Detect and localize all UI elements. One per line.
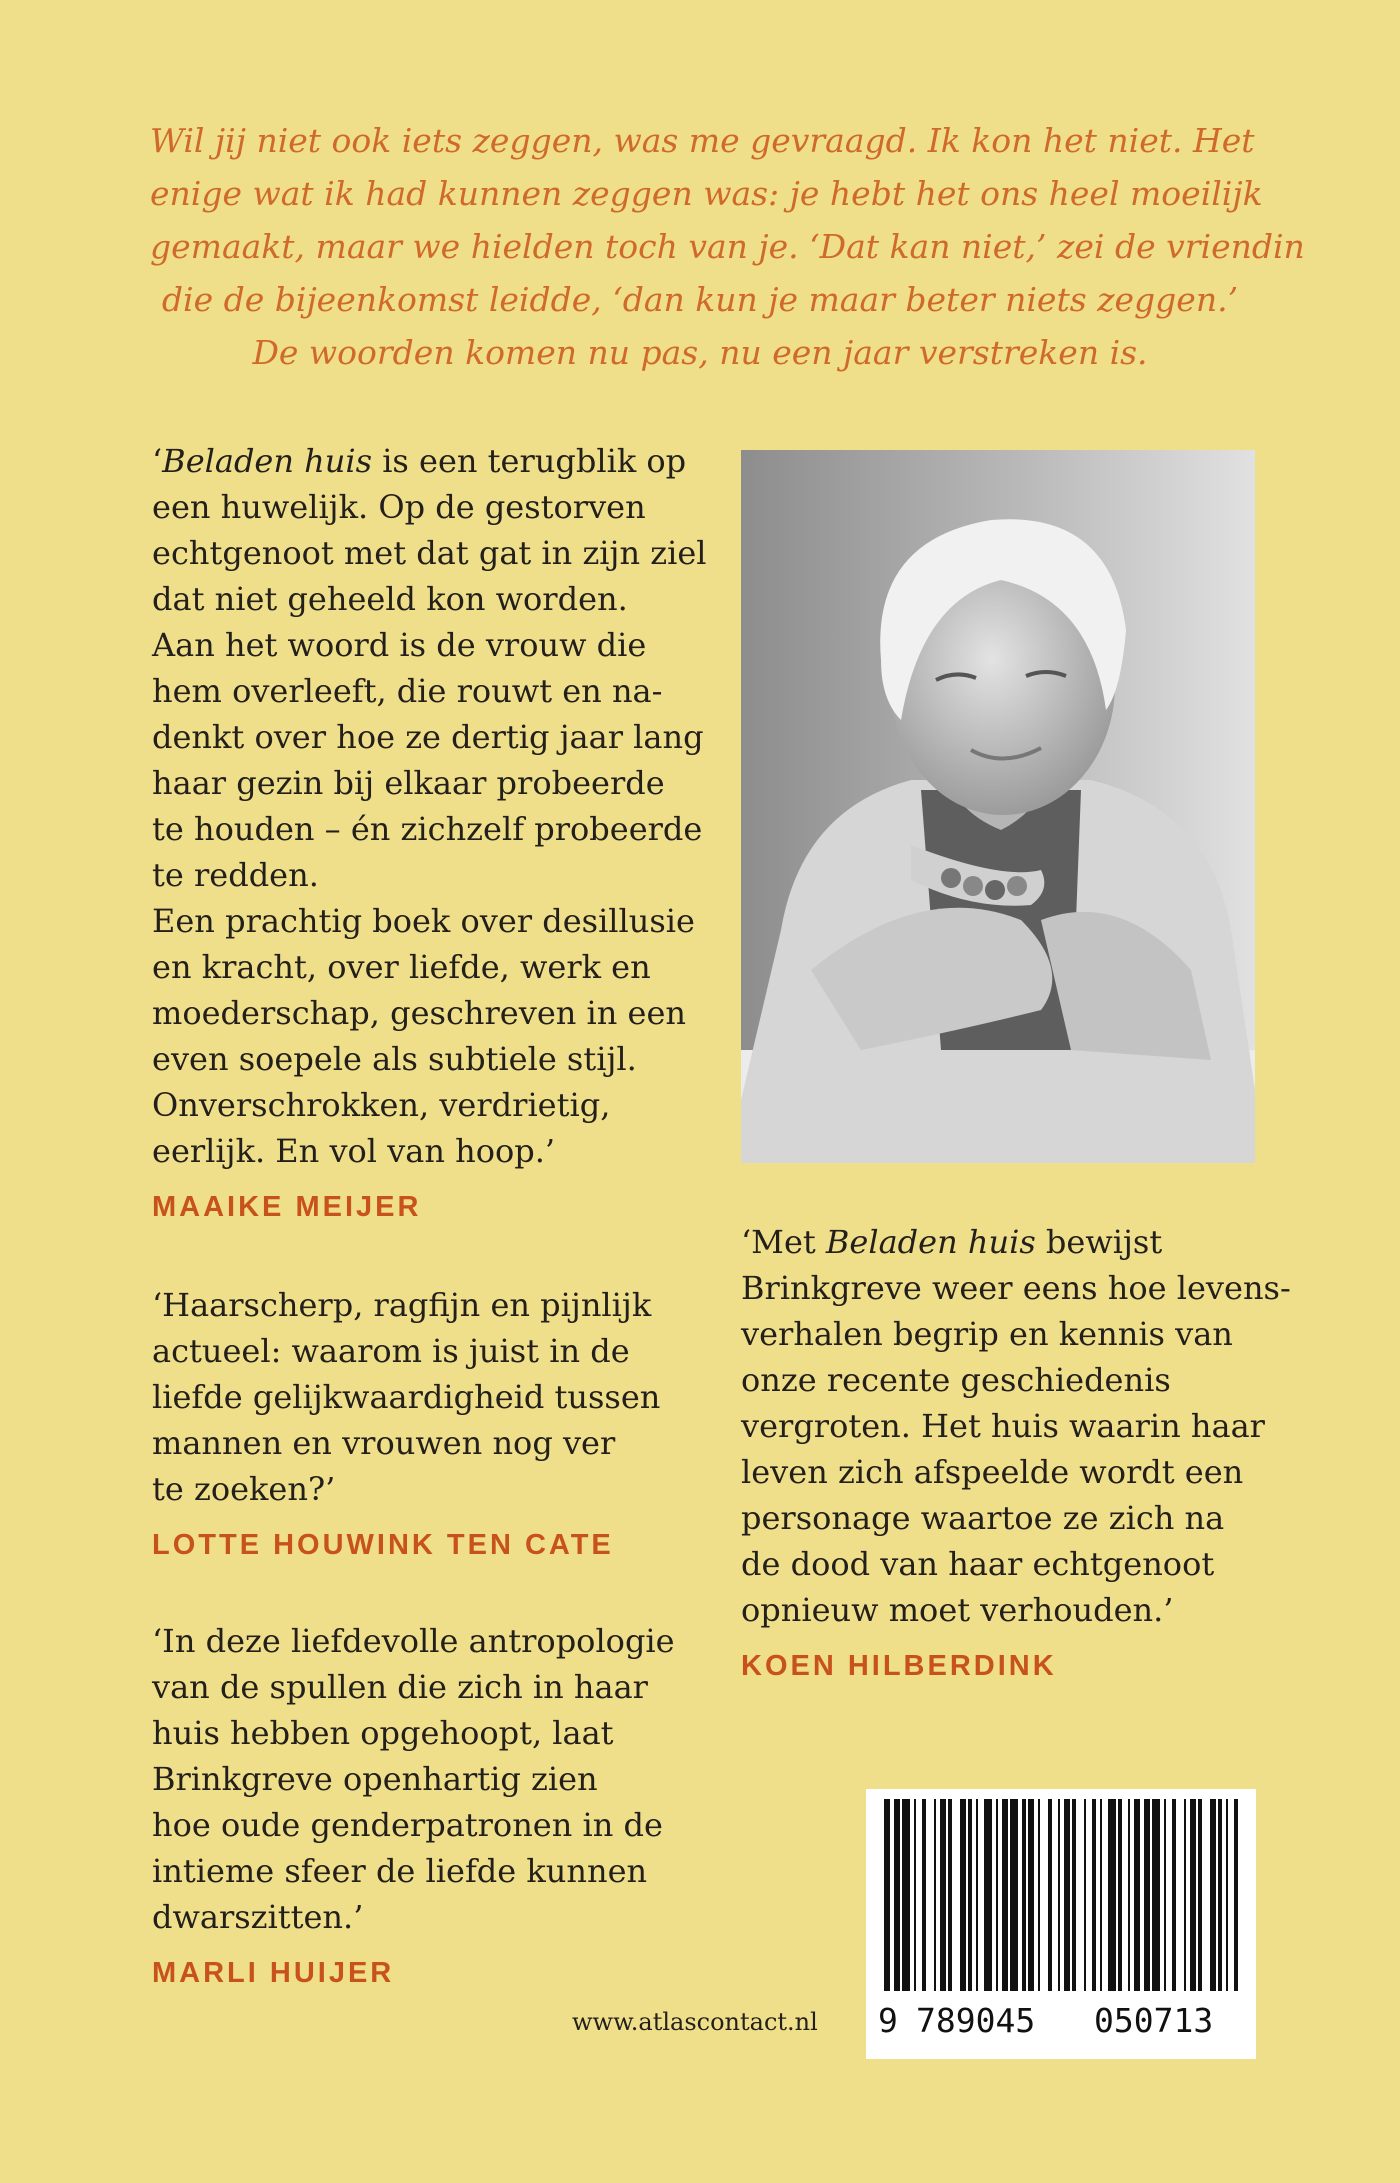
book-title: Beladen huis: [162, 442, 373, 480]
barcode-bar: [1128, 1799, 1130, 1991]
barcode-bar: [1038, 1799, 1040, 1991]
barcode-bar: [1226, 1799, 1228, 1991]
review-line: moederschap, geschreven in een: [152, 994, 687, 1032]
review-line: verhalen begrip en kennis van: [741, 1315, 1233, 1353]
barcode-bar: [1002, 1799, 1008, 1991]
barcode-bar: [1048, 1799, 1052, 1991]
review-open-quote: ‘: [152, 442, 163, 480]
barcode-bar: [940, 1799, 946, 1991]
intro-quote: [150, 114, 1305, 379]
barcode-bar: [1022, 1799, 1026, 1991]
review-line: ‘In deze liefdevolle antropologie: [152, 1622, 675, 1660]
barcode-digit-group: 789045: [916, 2001, 1036, 2040]
barcode-bar: [934, 1799, 936, 1991]
barcode-bar: [1108, 1799, 1116, 1991]
intro-quote-line: die de bijeenkomst leidde, ‘dan kun je maar beter niets zeggen.’: [161, 280, 1239, 319]
intro-quote-line: enige wat ik had kunnen zeggen was: je hebt het ons heel moeilijk: [150, 174, 1263, 213]
barcode-bar: [1172, 1799, 1176, 1991]
barcode-bar: [1218, 1799, 1222, 1991]
book-title: Beladen huis: [825, 1223, 1036, 1261]
isbn-barcode: [866, 1789, 1256, 2059]
review-line: Brinkgreve weer eens hoe levens-: [741, 1269, 1291, 1307]
intro-quote-line: Wil jij niet ook iets zeggen, was me gevraagd. Ik kon het niet. Het: [150, 121, 1255, 160]
review-line: Aan het woord is de vrouw die: [152, 626, 647, 664]
review-line: denkt over hoe ze dertig jaar lang: [152, 718, 704, 756]
publisher-website: www.atlascontact.nl: [572, 2008, 818, 2036]
barcode-bar: [968, 1799, 972, 1991]
barcode-bar: [960, 1799, 966, 1991]
review-line: hoe oude genderpatronen in de: [152, 1806, 663, 1844]
barcode-bar: [976, 1799, 978, 1991]
barcode-bar: [922, 1799, 926, 1991]
review-line: intieme sfeer de liefde kunnen: [152, 1852, 648, 1890]
review-line: dwarszitten.’: [152, 1898, 364, 1936]
barcode-bar: [1100, 1799, 1102, 1991]
barcode-bar: [1152, 1799, 1160, 1991]
review-line: opnieuw moet verhouden.’: [741, 1591, 1174, 1629]
review-line: echtgenoot met dat gat in zijn ziel: [152, 534, 707, 572]
review-line: Onverschrokken, verdrietig,: [152, 1086, 611, 1124]
barcode-bar: [902, 1799, 910, 1991]
review-line: te redden.: [152, 856, 319, 894]
review-text: bewijst: [1035, 1223, 1163, 1261]
barcode-bar: [1064, 1799, 1070, 1991]
barcode-bar: [894, 1799, 900, 1991]
review-author: MAAIKE MEIJER: [152, 1191, 422, 1223]
review-line: [152, 438, 707, 484]
review-lotte-houwink-ten-cate: [152, 1282, 660, 1568]
barcode-bar: [1210, 1799, 1216, 1991]
author-photo: [741, 450, 1255, 1163]
review-line: ‘Haarscherp, ragfijn en pijnlijk: [152, 1286, 652, 1324]
review-line: leven zich afspeelde wordt een: [741, 1453, 1244, 1491]
intro-quote-line: De woorden komen nu pas, nu een jaar verstreken is.: [252, 333, 1148, 372]
review-author: MARLI HUIJER: [152, 1957, 395, 1989]
barcode-bar: [1190, 1799, 1196, 1991]
barcode-bar: [1184, 1799, 1186, 1991]
barcode-bar: [1134, 1799, 1140, 1991]
barcode-digit-group: 9: [878, 2001, 898, 2040]
review-line: onze recente geschiedenis: [741, 1361, 1171, 1399]
barcode-bar: [914, 1799, 916, 1991]
barcode-bars: [866, 1789, 1256, 1999]
review-line: mannen en vrouwen nog ver: [152, 1424, 616, 1462]
barcode-bar: [1092, 1799, 1096, 1991]
review-line: liefde gelijkwaardigheid tussen: [152, 1378, 661, 1416]
barcode-digit-group: 050713: [1094, 2001, 1214, 2040]
review-line: haar gezin bij elkaar probeerde: [152, 764, 665, 802]
review-line: [741, 1219, 1291, 1265]
barcode-bar: [1072, 1799, 1076, 1991]
barcode-bar: [1144, 1799, 1150, 1991]
barcode-bar: [1198, 1799, 1202, 1991]
review-line: actueel: waarom is juist in de: [152, 1332, 630, 1370]
review-text: is een terugblik op: [372, 442, 687, 480]
barcode-bar: [1234, 1799, 1238, 1991]
barcode-bar: [1164, 1799, 1166, 1991]
review-line: dat niet geheeld kon worden.: [152, 580, 628, 618]
review-line: Brinkgreve openhartig zien: [152, 1760, 598, 1798]
intro-quote-line: gemaakt, maar we hielden toch van je. ‘Dat kan niet,’ zei de vriendin: [150, 227, 1305, 266]
review-open-quote: ‘Met: [741, 1223, 826, 1261]
review-line: vergroten. Het huis waarin haar: [741, 1407, 1265, 1445]
review-line: te houden – én zichzelf probeerde: [152, 810, 703, 848]
barcode-bar: [884, 1799, 890, 1991]
barcode-digits: [866, 2001, 1256, 2051]
barcode-bar: [1028, 1799, 1034, 1991]
review-marli-huijer: [152, 1618, 675, 1996]
review-maaike-meijer: [152, 438, 707, 1230]
review-author: KOEN HILBERDINK: [741, 1650, 1057, 1682]
review-line: Een prachtig boek over desillusie: [152, 902, 695, 940]
review-line: personage waartoe ze zich na: [741, 1499, 1225, 1537]
review-line: even soepele als subtiele stijl.: [152, 1040, 637, 1078]
barcode-bar: [984, 1799, 992, 1991]
review-line: een huwelijk. Op de gestorven: [152, 488, 646, 526]
review-line: te zoeken?’: [152, 1470, 336, 1508]
review-koen-hilberdink: [741, 1219, 1291, 1689]
barcode-bar: [948, 1799, 952, 1991]
review-line: huis hebben opgehoopt, laat: [152, 1714, 614, 1752]
barcode-bar: [1118, 1799, 1122, 1991]
barcode-bar: [996, 1799, 998, 1991]
review-line: hem overleeft, die rouwt en na-: [152, 672, 663, 710]
review-line: de dood van haar echtgenoot: [741, 1545, 1215, 1583]
review-author: LOTTE HOUWINK TEN CATE: [152, 1529, 614, 1561]
barcode-bar: [1084, 1799, 1086, 1991]
review-line: en kracht, over liefde, werk en: [152, 948, 651, 986]
barcode-bar: [1010, 1799, 1018, 1991]
barcode-bar: [1058, 1799, 1060, 1991]
review-line: van de spullen die zich in haar: [152, 1668, 648, 1706]
review-line: eerlijk. En vol van hoop.’: [152, 1132, 556, 1170]
